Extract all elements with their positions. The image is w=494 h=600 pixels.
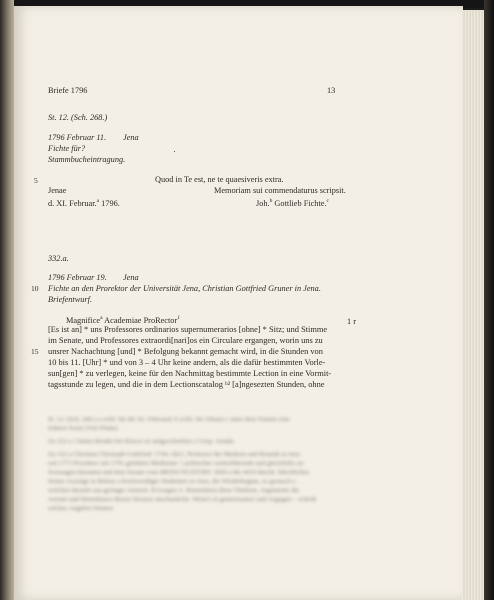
running-header: Briefe 1796 [48, 86, 88, 95]
entry2-title-cont: Briefentwurf. [48, 295, 93, 304]
letter-line: 10 bis 11. [Uhr] * und von 3 – 4 Uhr keine andern, als die dafür bestimmten Vorle- [48, 358, 326, 367]
letter-line: sun[gen] * zu verlegen, keine für den Nachmittag bestimmte Lection in eine Vormit- [48, 369, 332, 378]
place-latin: Jenae [48, 186, 67, 195]
memoriam-line: Memoriam sui commendaturus scripsit. [214, 186, 346, 195]
footnote-line: seit 1773 Prorektor seit 1791 gelehrter Mediziner 1 politischer weiterführende und gleichfalls sie [48, 460, 304, 467]
letter-line: tagsstunde zu legen, und die in dem Lectionscatalog ᵇ² [a]ngesezten Stunden, ohne [48, 380, 325, 389]
entry1-place: Jena [123, 133, 139, 142]
line-number-10: 10 [31, 284, 39, 293]
letter-line: [Es ist an] * uns Professores ordinarios supernumerarios [ohne] * Sitz; und Stimme [48, 325, 328, 334]
letter-line: unsrer Nachachtung [und] * Befolgung bekannt gemacht wird, in die Stunden von [48, 347, 323, 356]
line-number-15: 15 [31, 347, 39, 356]
footnote-line: Zu 332 a Christian Christoph Gottfried: 1744–1821, Professor der Medizin und Botanik in Jena [48, 451, 300, 458]
footnote-line: Sozusagen hinunten und dem Senate vom MEINUNGSTORY 1860 a Ms 4410 durcht. fälschliches [48, 469, 309, 476]
signature: Joh.$^b$ Gottlieb Fichte.$^c$ [256, 198, 329, 208]
footnote-line: St. 12. (Sch. 268.) a aAbl. für die XI. Februard. b aAbl. für Johann c unter dem Namen eine [48, 416, 290, 423]
footnote-line: frühere Notiz (Viel Pfuhn) [48, 425, 118, 432]
entry1-reference: St. 12. (Sch. 268.) [48, 113, 108, 122]
folio-margin-note: 1 r [347, 317, 356, 326]
entry2-place: Jena [123, 273, 139, 282]
page-stack-edge [462, 10, 484, 600]
footnote-line: Zu 332 a 1 hinter Bruder bei Klucss ist aufgeschrieben 2 Gesp. Anmkt. [48, 438, 236, 445]
entry2-date: 1796 Februar 19. [48, 273, 107, 282]
footnote-line: solches Angebot Wenten [48, 505, 113, 512]
entry2-title: Fichte an den Prorektor der Universität Jena, Christian Gottfried Gruner in Jena. [48, 284, 321, 293]
salutation: Magnifice$^a$ Academiae ProRector$^1$ [66, 315, 180, 325]
date-latin: d. XI. Februar.$^a$ 1796. [48, 198, 120, 208]
book-gutter [0, 0, 14, 600]
entry1-type: Stammbucheintragung. [48, 155, 126, 164]
letter-line: im Senate, und Professores extraordi[nari]os ein Circulare ergangen, worin uns zu [48, 336, 323, 345]
page-number: 13 [327, 86, 336, 95]
footnote-line: Seiner Auszüge in Beleuc a hochwendiger Studenten zu Jena, die Wiederbeginn, so gesnach z. [48, 478, 297, 485]
entry2-number: 332.a. [48, 254, 69, 263]
entry1-date: 1796 Februar 11. [48, 133, 107, 142]
footnote-line: verenet und Hemmbares diesen Strasser anschauliche. Wenn's in gemeinsamer und Angegen – schenk [48, 496, 317, 503]
entry1-recipient: Fichte für? [48, 144, 86, 153]
footnote-line: welchen daraufe aus geringer Amtzeit. B (wegen A. Bemerkten) diese Thedoen, Argumente die [48, 487, 300, 494]
book-cover-edge [484, 0, 494, 600]
line-number-5: 5 [34, 176, 38, 185]
print-speck [174, 151, 175, 152]
motto-line: Quod in Te est, ne te quaesiveris extra. [155, 175, 284, 184]
